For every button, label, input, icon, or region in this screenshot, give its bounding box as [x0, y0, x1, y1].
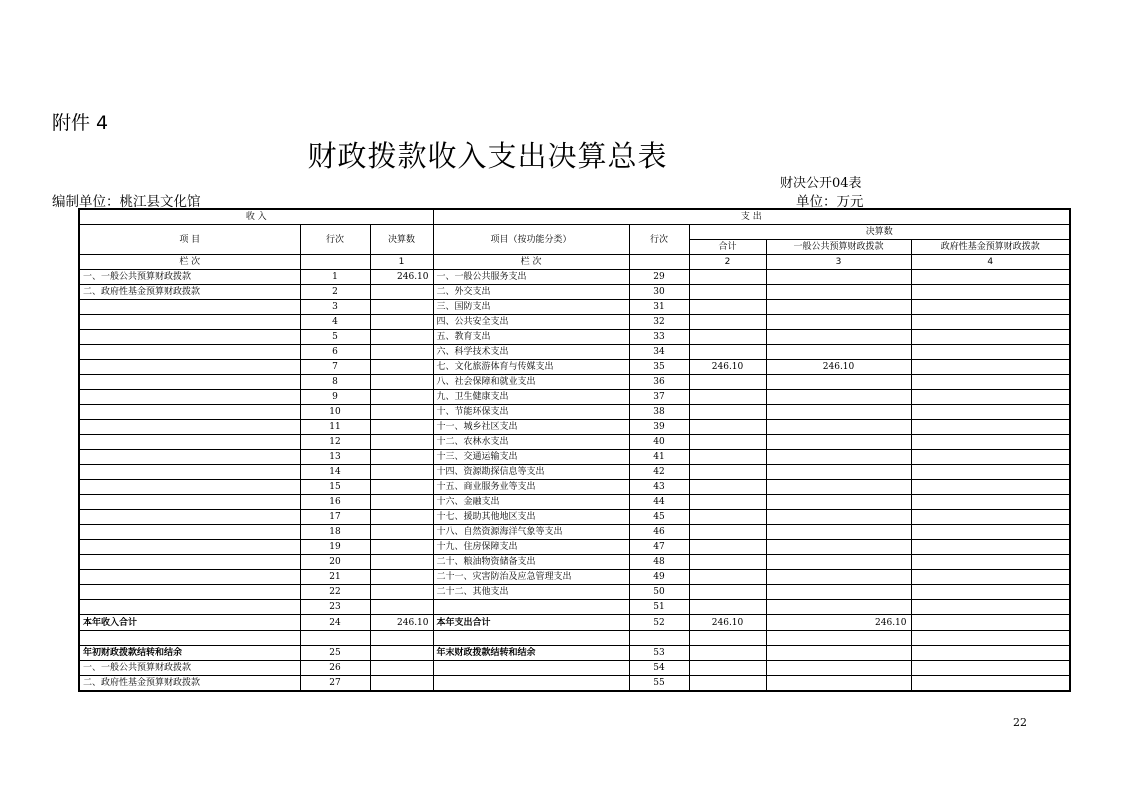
expense-fund: [911, 661, 1070, 676]
row-number: 32: [629, 315, 689, 330]
expense-general: [766, 676, 911, 692]
income-amount: [370, 390, 433, 405]
row-number: 30: [629, 285, 689, 300]
income-header: 收 入: [79, 209, 433, 225]
expense-item: 十三、交通运输支出: [433, 450, 629, 465]
row-number: 21: [300, 570, 370, 585]
expense-item: 四、公共安全支出: [433, 315, 629, 330]
income-item: [79, 510, 300, 525]
row-number: 1: [300, 270, 370, 285]
expense-item: [433, 600, 629, 615]
income-item: [79, 540, 300, 555]
expense-total-label: 本年支出合计: [433, 615, 629, 631]
expense-item: 八、社会保障和就业支出: [433, 375, 629, 390]
row-number: 35: [629, 360, 689, 375]
row-number: 15: [300, 480, 370, 495]
row-no-header: 行次: [300, 225, 370, 255]
income-amount: 246.10: [370, 270, 433, 285]
expense-fund: [911, 555, 1070, 570]
expense-total: [689, 270, 766, 285]
expense-fund: [911, 676, 1070, 692]
expense-fund: [911, 465, 1070, 480]
row-number: 6: [300, 345, 370, 360]
income-item: [79, 360, 300, 375]
empty-cell: [79, 631, 300, 646]
table-row: [79, 600, 1070, 615]
expense-general: [766, 480, 911, 495]
expense-header: 支 出: [433, 209, 1070, 225]
expense-total: [689, 525, 766, 540]
attachment-label: 附件 4: [52, 112, 109, 134]
expense-item: 七、文化旅游体育与传媒支出: [433, 360, 629, 375]
expense-total: [689, 375, 766, 390]
expense-fund: [911, 525, 1070, 540]
expense-general: [766, 330, 911, 345]
income-amount: [370, 585, 433, 600]
expense-total: [689, 510, 766, 525]
table-row: [79, 420, 1070, 435]
row-number: 36: [629, 375, 689, 390]
income-item: [79, 390, 300, 405]
row-number: 16: [300, 495, 370, 510]
row-number: 19: [300, 540, 370, 555]
income-item: [79, 300, 300, 315]
table-row: [79, 450, 1070, 465]
income-amount: [370, 540, 433, 555]
expense-fund: [911, 300, 1070, 315]
column-label: 栏 次: [79, 255, 300, 270]
income-item: [79, 465, 300, 480]
expense-total: [689, 465, 766, 480]
expense-item: 二十一、灾害防治及应急管理支出: [433, 570, 629, 585]
row-number: 41: [629, 450, 689, 465]
row-number: 38: [629, 405, 689, 420]
income-item: 一、一般公共预算财政拨款: [79, 661, 300, 676]
expense-item: 五、教育支出: [433, 330, 629, 345]
expense-fund: [911, 585, 1070, 600]
expense-total: [689, 585, 766, 600]
expense-fund: [911, 315, 1070, 330]
expense-item: 十六、金融支出: [433, 495, 629, 510]
expense-fund: [911, 435, 1070, 450]
func-item-header: 项目（按功能分类）: [433, 225, 629, 255]
row-number: 52: [629, 615, 689, 631]
income-amount: [370, 375, 433, 390]
unit-label: 单位：万元: [796, 194, 864, 210]
income-amount: [370, 600, 433, 615]
table-row: [79, 646, 1070, 661]
expense-total: [689, 315, 766, 330]
expense-item: 十五、商业服务业等支出: [433, 480, 629, 495]
expense-fund: [911, 570, 1070, 585]
income-item: [79, 315, 300, 330]
row-number: 46: [629, 525, 689, 540]
expense-total: [689, 285, 766, 300]
table-row: [79, 570, 1070, 585]
row-number: 45: [629, 510, 689, 525]
income-amount: [370, 420, 433, 435]
item-header: 项 目: [79, 225, 300, 255]
row-number: 37: [629, 390, 689, 405]
income-total-amount: 246.10: [370, 615, 433, 631]
expense-fund: [911, 375, 1070, 390]
income-amount: [370, 495, 433, 510]
row-number: 42: [629, 465, 689, 480]
income-item: [79, 405, 300, 420]
income-amount: [370, 285, 433, 300]
table-row: [79, 676, 1070, 692]
expense-item: 十七、援助其他地区支出: [433, 510, 629, 525]
expense-general: [766, 540, 911, 555]
row-number: 54: [629, 661, 689, 676]
income-item: 一、一般公共预算财政拨款: [79, 270, 300, 285]
income-item: [79, 570, 300, 585]
expense-item: 二十、粮油物资储备支出: [433, 555, 629, 570]
table-row: [79, 585, 1070, 600]
expense-general: [766, 495, 911, 510]
income-amount: [370, 510, 433, 525]
expense-fund: [911, 285, 1070, 300]
income-amount: [370, 330, 433, 345]
expense-fund: [911, 510, 1070, 525]
income-item: [79, 555, 300, 570]
income-amount: [370, 300, 433, 315]
expense-fund: [911, 615, 1070, 631]
row-number: 49: [629, 570, 689, 585]
expense-total: [689, 555, 766, 570]
expense-item: 十、节能环保支出: [433, 405, 629, 420]
column-label: 栏 次: [433, 255, 629, 270]
budget-table: [78, 208, 1071, 692]
row-number: 25: [300, 646, 370, 661]
expense-fund: [911, 420, 1070, 435]
table-row: [79, 465, 1070, 480]
empty-cell: [629, 631, 689, 646]
row-number: 17: [300, 510, 370, 525]
table-row: [79, 480, 1070, 495]
income-item: [79, 345, 300, 360]
income-item: 二、政府性基金预算财政拨款: [79, 676, 300, 692]
amount-header: 决算数: [370, 225, 433, 255]
expense-item: 一、一般公共服务支出: [433, 270, 629, 285]
income-item: [79, 480, 300, 495]
organization-label: 编制单位：桃江县文化馆: [52, 194, 201, 210]
row-number: 26: [300, 661, 370, 676]
expense-fund: [911, 600, 1070, 615]
row-number: 29: [629, 270, 689, 285]
expense-general: [766, 315, 911, 330]
row-number: 44: [629, 495, 689, 510]
expense-fund: [911, 495, 1070, 510]
expense-total: [689, 330, 766, 345]
income-item: [79, 420, 300, 435]
table-row: [79, 495, 1070, 510]
expense-general: [766, 420, 911, 435]
income-amount: [370, 676, 433, 692]
empty-cell: [911, 631, 1070, 646]
row-number: 14: [300, 465, 370, 480]
expense-total: [689, 570, 766, 585]
empty-cell: [300, 631, 370, 646]
expense-total: [689, 420, 766, 435]
expense-general: [766, 375, 911, 390]
expense-general: [766, 300, 911, 315]
expense-general: [766, 555, 911, 570]
column-number: 1: [370, 255, 433, 270]
expense-item: 二十二、其他支出: [433, 585, 629, 600]
expense-fund: [911, 450, 1070, 465]
table-row: [79, 435, 1070, 450]
row-no2-header: 行次: [629, 225, 689, 255]
income-amount: [370, 525, 433, 540]
income-item: 二、政府性基金预算财政拨款: [79, 285, 300, 300]
expense-item: 年末财政拨款结转和结余: [433, 646, 629, 661]
table-row: [79, 661, 1070, 676]
table-row: [79, 285, 1070, 300]
empty-cell: [433, 631, 629, 646]
income-item: [79, 450, 300, 465]
table-row: [79, 270, 1070, 285]
final-amount-header: 决算数: [689, 225, 1070, 240]
row-number: 55: [629, 676, 689, 692]
row-number: 53: [629, 646, 689, 661]
row-number: 3: [300, 300, 370, 315]
income-item: [79, 525, 300, 540]
fund-header: 政府性基金预算财政拨款: [911, 240, 1070, 255]
row-number: 24: [300, 615, 370, 631]
row-number: 2: [300, 285, 370, 300]
expense-fund: [911, 330, 1070, 345]
form-code: 财决公开04表: [780, 176, 862, 191]
expense-general: [766, 285, 911, 300]
expense-total: [689, 345, 766, 360]
row-number: 5: [300, 330, 370, 345]
income-item: 年初财政拨款结转和结余: [79, 646, 300, 661]
expense-total: 246.10: [689, 360, 766, 375]
income-item: [79, 600, 300, 615]
expense-general: 246.10: [766, 615, 911, 631]
expense-item: 十九、住房保障支出: [433, 540, 629, 555]
expense-general: [766, 390, 911, 405]
expense-total: [689, 405, 766, 420]
table-row: [79, 390, 1070, 405]
total-row: [79, 615, 1070, 631]
row-number: 47: [629, 540, 689, 555]
income-item: [79, 495, 300, 510]
expense-general: [766, 585, 911, 600]
expense-general: [766, 661, 911, 676]
column-number: 3: [766, 255, 911, 270]
row-number: 40: [629, 435, 689, 450]
empty-cell: [370, 631, 433, 646]
income-amount: [370, 646, 433, 661]
expense-fund: [911, 405, 1070, 420]
spacer-row: [79, 631, 1070, 646]
row-number: 18: [300, 525, 370, 540]
row-number: 48: [629, 555, 689, 570]
row-number: 50: [629, 585, 689, 600]
table-row: [79, 330, 1070, 345]
expense-general: [766, 510, 911, 525]
expense-item: [433, 661, 629, 676]
table-row: [79, 525, 1070, 540]
income-amount: [370, 345, 433, 360]
page-number: 22: [1013, 716, 1027, 729]
expense-item: 十八、自然资源海洋气象等支出: [433, 525, 629, 540]
row-number: 7: [300, 360, 370, 375]
expense-general: [766, 450, 911, 465]
income-amount: [370, 570, 433, 585]
row-number: 51: [629, 600, 689, 615]
row-number: 10: [300, 405, 370, 420]
expense-general: [766, 525, 911, 540]
income-amount: [370, 480, 433, 495]
expense-general: [766, 435, 911, 450]
total-header: 合计: [689, 240, 766, 255]
column-number: 4: [911, 255, 1070, 270]
expense-general: [766, 600, 911, 615]
table-row: [79, 300, 1070, 315]
empty-cell: [689, 631, 766, 646]
table-row: [79, 540, 1070, 555]
expense-general: [766, 465, 911, 480]
table-row: [79, 360, 1070, 375]
income-amount: [370, 435, 433, 450]
expense-total: [689, 646, 766, 661]
row-number: 20: [300, 555, 370, 570]
expense-total: [689, 450, 766, 465]
row-number: 23: [300, 600, 370, 615]
row-number: 12: [300, 435, 370, 450]
expense-total: [689, 390, 766, 405]
expense-fund: [911, 360, 1070, 375]
table-row: [79, 315, 1070, 330]
expense-general: 246.10: [766, 360, 911, 375]
row-number: 34: [629, 345, 689, 360]
expense-total: [689, 435, 766, 450]
expense-general: [766, 570, 911, 585]
row-number: 39: [629, 420, 689, 435]
table-row: [79, 405, 1070, 420]
expense-total: 246.10: [689, 615, 766, 631]
expense-total: [689, 676, 766, 692]
income-amount: [370, 405, 433, 420]
page-title: 财政拨款收入支出决算总表: [307, 139, 668, 173]
expense-general: [766, 646, 911, 661]
expense-item: 九、卫生健康支出: [433, 390, 629, 405]
expense-item: 三、国防支出: [433, 300, 629, 315]
income-item: [79, 375, 300, 390]
income-amount: [370, 465, 433, 480]
row-number: 22: [300, 585, 370, 600]
income-item: [79, 585, 300, 600]
table-row: [79, 375, 1070, 390]
row-number: 8: [300, 375, 370, 390]
expense-fund: [911, 646, 1070, 661]
income-total-label: 本年收入合计: [79, 615, 300, 631]
row-number: 11: [300, 420, 370, 435]
expense-total: [689, 480, 766, 495]
expense-item: 六、科学技术支出: [433, 345, 629, 360]
expense-fund: [911, 270, 1070, 285]
expense-general: [766, 405, 911, 420]
row-number: 27: [300, 676, 370, 692]
expense-general: [766, 345, 911, 360]
income-amount: [370, 661, 433, 676]
income-amount: [370, 450, 433, 465]
income-amount: [370, 315, 433, 330]
expense-item: 十一、城乡社区支出: [433, 420, 629, 435]
row-number: 33: [629, 330, 689, 345]
expense-total: [689, 661, 766, 676]
expense-fund: [911, 480, 1070, 495]
income-amount: [370, 360, 433, 375]
income-item: [79, 330, 300, 345]
table-row: [79, 345, 1070, 360]
expense-fund: [911, 540, 1070, 555]
income-amount: [370, 555, 433, 570]
column-number-row: [79, 255, 1070, 270]
expense-total: [689, 300, 766, 315]
expense-item: 十二、农林水支出: [433, 435, 629, 450]
row-number: 4: [300, 315, 370, 330]
row-number: 43: [629, 480, 689, 495]
table-row: [79, 510, 1070, 525]
expense-general: [766, 270, 911, 285]
expense-total: [689, 495, 766, 510]
expense-item: 十四、资源勘探信息等支出: [433, 465, 629, 480]
expense-fund: [911, 345, 1070, 360]
column-number: 2: [689, 255, 766, 270]
table-row: [79, 555, 1070, 570]
expense-item: [433, 676, 629, 692]
income-item: [79, 435, 300, 450]
expense-item: 二、外交支出: [433, 285, 629, 300]
row-number: 9: [300, 390, 370, 405]
empty-cell: [766, 631, 911, 646]
row-number: 13: [300, 450, 370, 465]
expense-total: [689, 600, 766, 615]
expense-fund: [911, 390, 1070, 405]
expense-total: [689, 540, 766, 555]
row-number: 31: [629, 300, 689, 315]
general-header: 一般公共预算财政拨款: [766, 240, 911, 255]
